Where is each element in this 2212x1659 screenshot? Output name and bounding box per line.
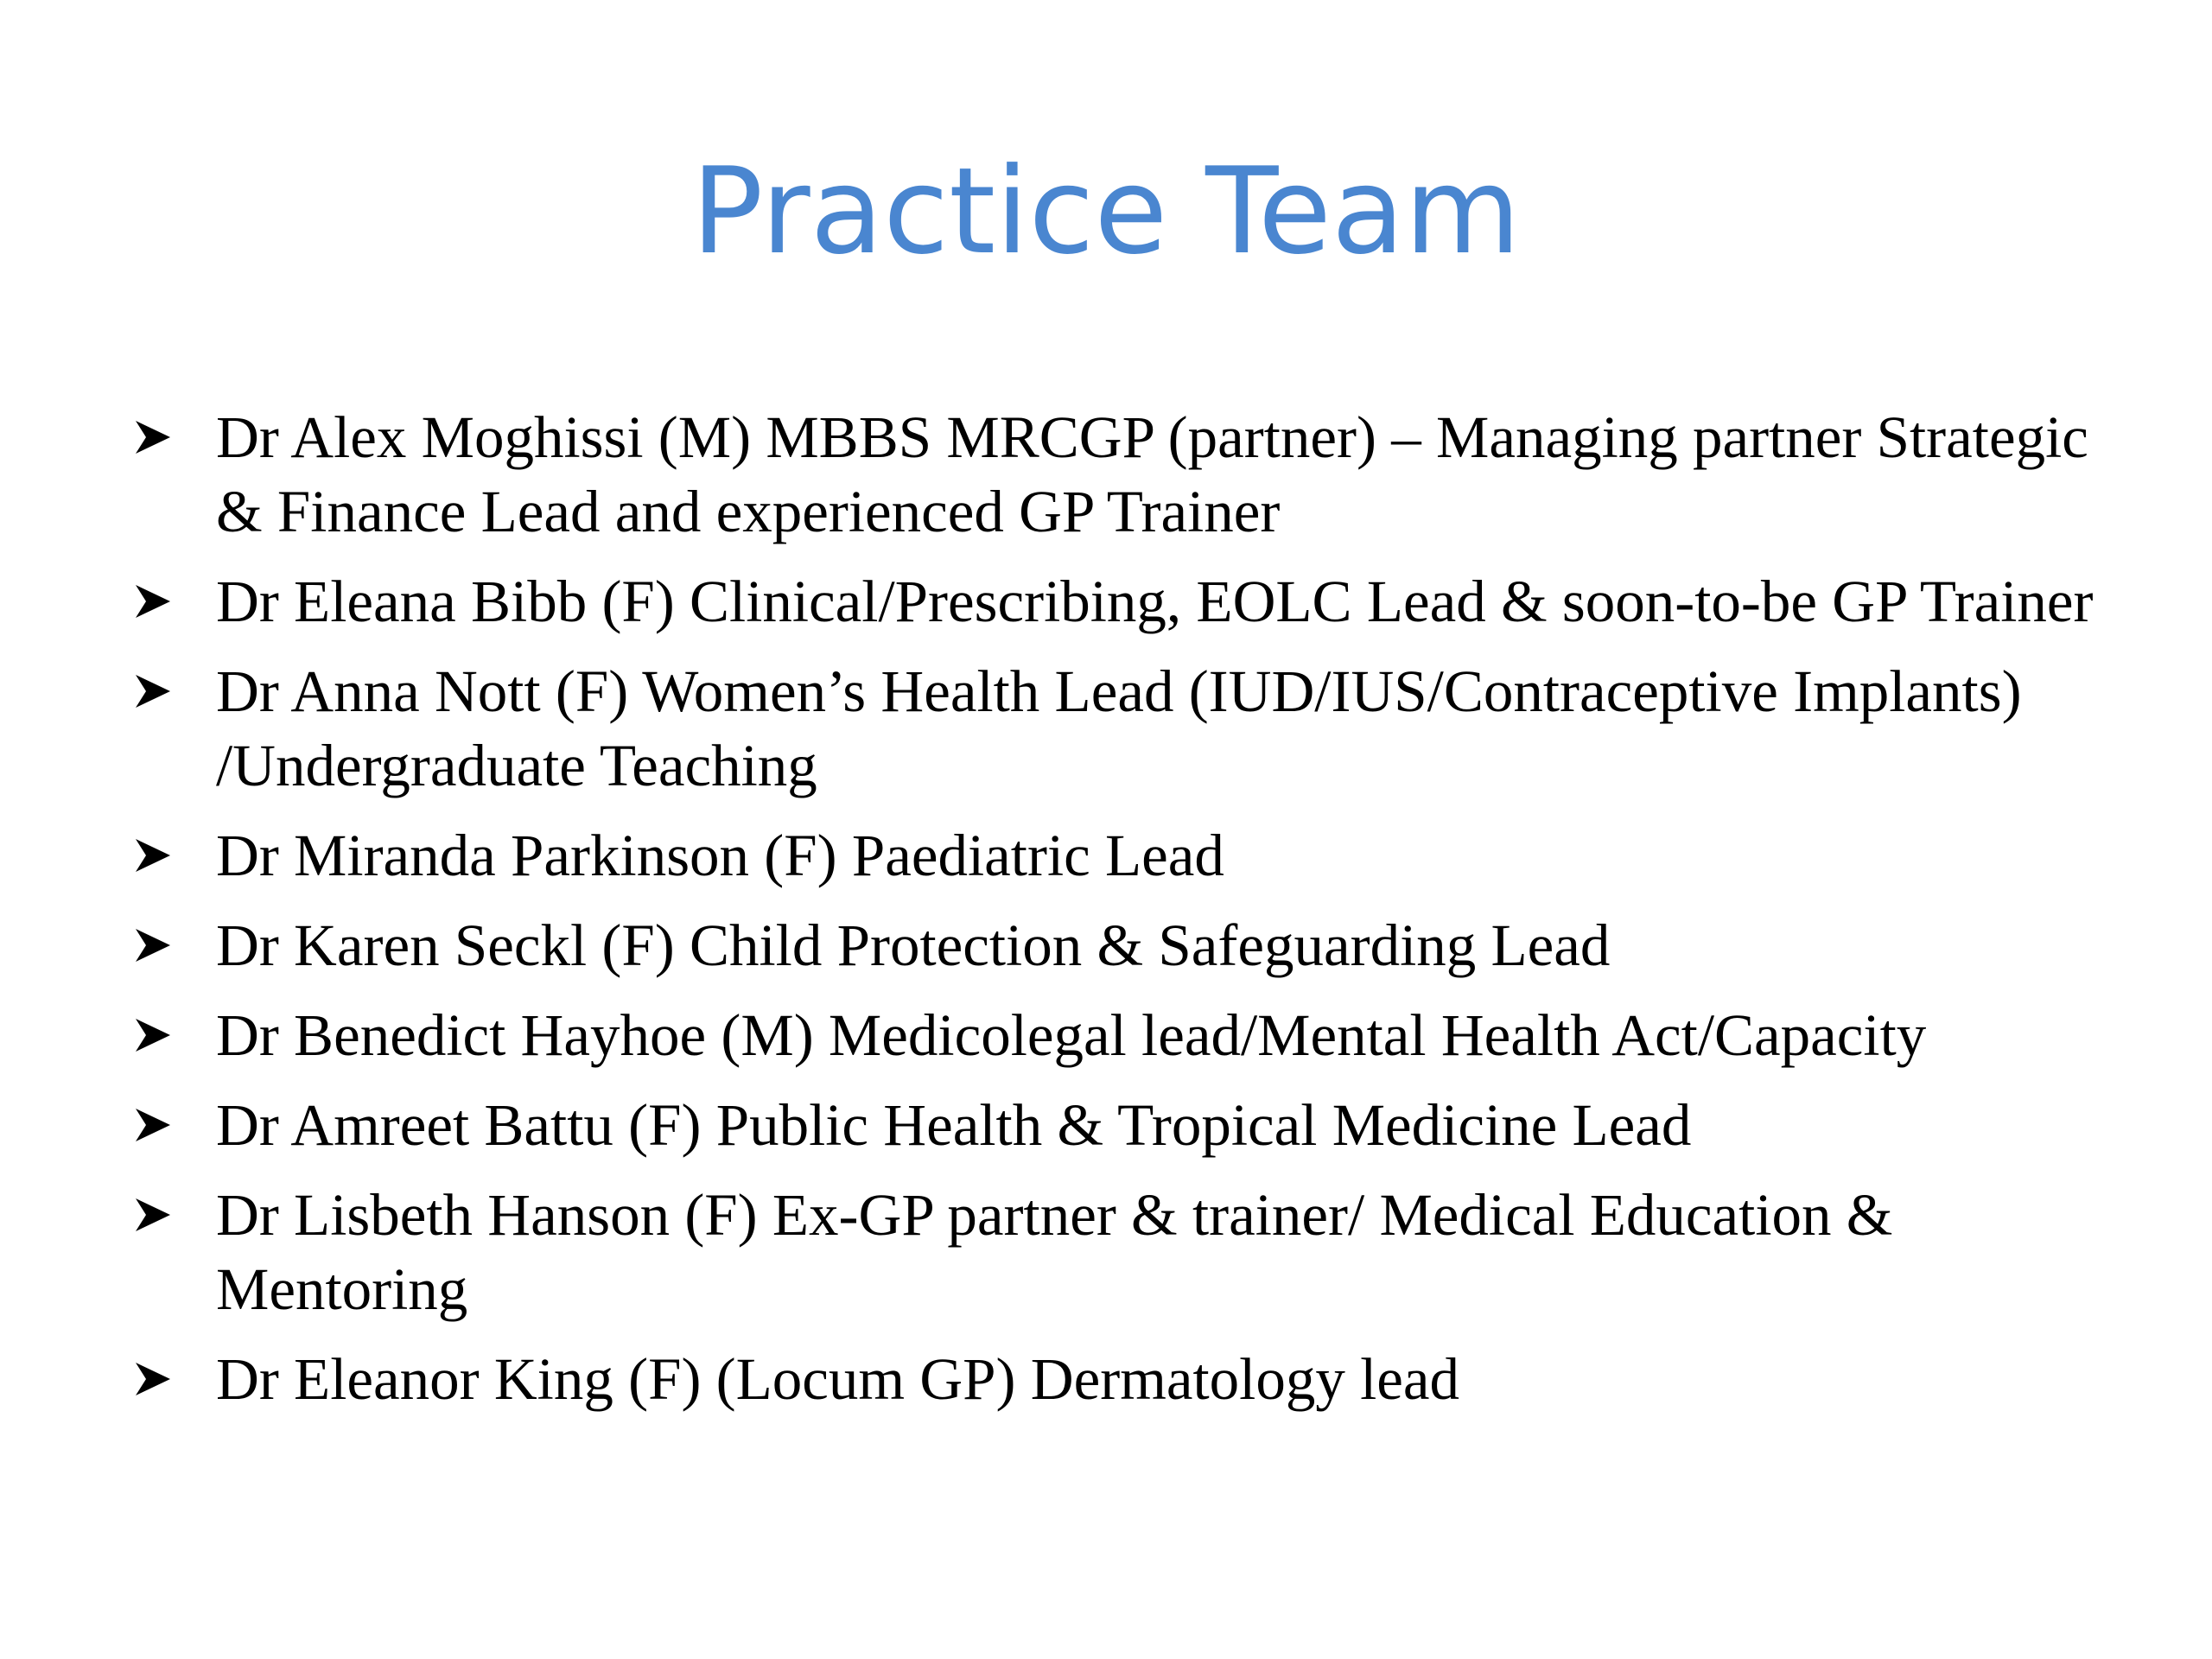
list-item-text: Dr Amreet Battu (F) Public Health & Tropical Medicine Lead: [216, 1092, 1692, 1158]
arrowhead-bullet-icon: [134, 1342, 186, 1416]
list-item: [134, 908, 2121, 982]
list-item-text: Dr Eleana Bibb (F) Clinical/Prescribing, EOLC Lead & soon-to-be GP Trainer: [216, 569, 2094, 634]
list-item-text: Dr Anna Nott (F) Women’s Health Lead (IUD/IUS/Contraceptive Implants) /Undergraduate Teaching: [216, 658, 2022, 798]
list-item: [134, 564, 2121, 639]
arrowhead-bullet-icon: [134, 654, 186, 728]
arrowhead-bullet-icon: [134, 818, 186, 893]
list-item: [134, 998, 2121, 1072]
arrowhead-bullet-icon: [134, 400, 186, 474]
list-item: [134, 1342, 2121, 1416]
list-item-text: Dr Karen Seckl (F) Child Protection & Safeguarding Lead: [216, 912, 1611, 978]
list-item-text: Dr Alex Moghissi (M) MBBS MRCGP (partner) – Managing partner Strategic & Finance Lead and experienced GP Trainer: [216, 404, 2088, 544]
team-bullet-list: [134, 400, 2121, 1432]
list-item-text: Dr Eleanor King (F) (Locum GP) Dermatology lead: [216, 1346, 1460, 1412]
arrowhead-bullet-icon: [134, 998, 186, 1072]
list-item-text: Dr Lisbeth Hanson (F) Ex-GP partner & trainer/ Medical Education & Mentoring: [216, 1182, 1893, 1322]
arrowhead-bullet-icon: [134, 908, 186, 982]
list-item: [134, 654, 2121, 803]
list-item-text: Dr Benedict Hayhoe (M) Medicolegal lead/Mental Health Act/Capacity: [216, 1002, 1927, 1068]
arrowhead-bullet-icon: [134, 1088, 186, 1162]
arrowhead-bullet-icon: [134, 564, 186, 639]
list-item: [134, 818, 2121, 893]
list-item: [134, 400, 2121, 549]
list-item: [134, 1178, 2121, 1326]
slide-title: Practice Team: [691, 142, 1521, 281]
list-item: [134, 1088, 2121, 1162]
list-item-text: Dr Miranda Parkinson (F) Paediatric Lead: [216, 823, 1224, 888]
arrowhead-bullet-icon: [134, 1178, 186, 1252]
